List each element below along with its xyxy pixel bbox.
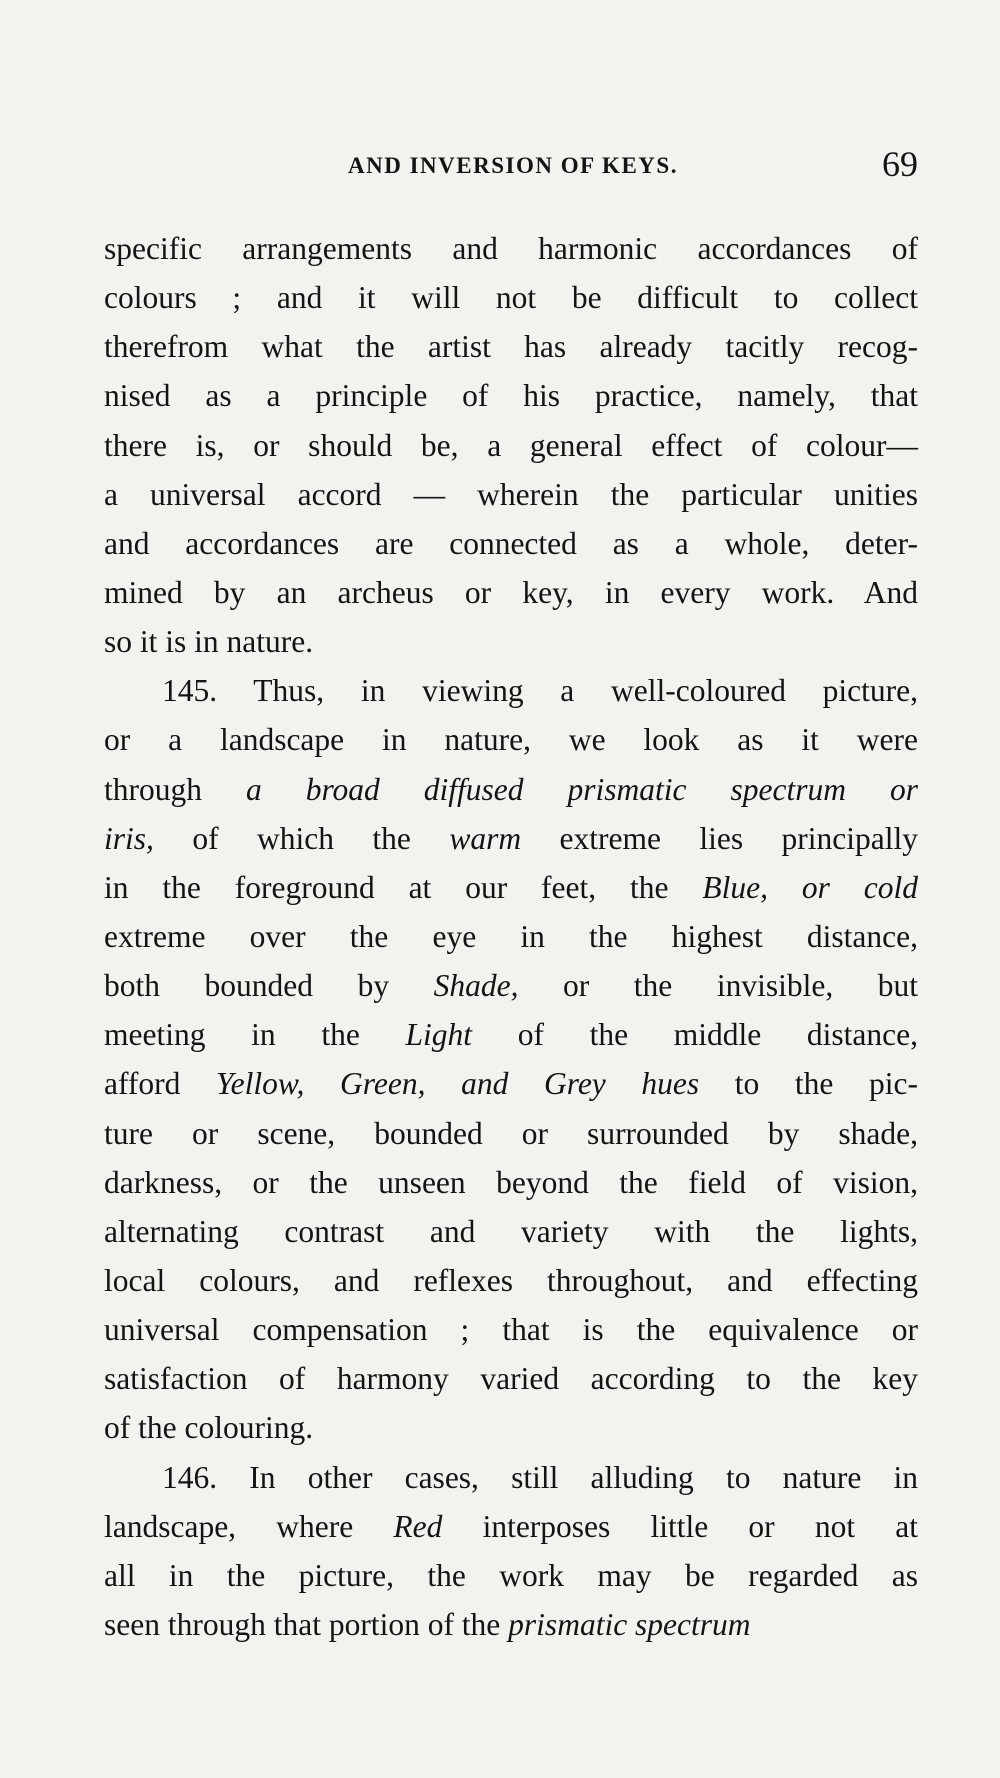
italic-text: Light bbox=[405, 1017, 473, 1053]
text-line bbox=[104, 1158, 918, 1207]
text-run: interposes little or not at bbox=[442, 1508, 918, 1544]
text-line bbox=[104, 617, 918, 666]
text-run: and accordances are connected as a whole, deter- bbox=[104, 525, 918, 561]
italic-text: prismatic spectrum bbox=[508, 1606, 751, 1642]
text-line bbox=[104, 421, 918, 470]
text-run: both bounded by bbox=[104, 968, 434, 1004]
text-line bbox=[104, 1354, 918, 1403]
text-run: satisfaction of harmony varied according to the key bbox=[104, 1361, 918, 1397]
text-run: meeting in the bbox=[104, 1017, 406, 1053]
text-run: through bbox=[104, 771, 246, 807]
text-run: 146. In other cases, still alluding to nature in bbox=[162, 1459, 918, 1495]
text-line bbox=[104, 1305, 918, 1354]
text-line bbox=[104, 568, 918, 617]
text-run: to the pic- bbox=[699, 1066, 918, 1102]
text-run: of the middle distance, bbox=[472, 1017, 919, 1053]
text-line bbox=[104, 765, 918, 814]
text-run: local colours, and reflexes throughout, and effecting bbox=[104, 1262, 918, 1298]
text-line bbox=[104, 1109, 918, 1158]
text-run: therefrom what the artist has already tacitly recog- bbox=[104, 329, 918, 365]
text-run: darkness, or the unseen beyond the field of vision, bbox=[104, 1164, 918, 1200]
italic-text: a broad diffused prismatic spectrum or bbox=[245, 771, 918, 807]
italic-text: warm bbox=[449, 820, 522, 856]
italic-text: iris, bbox=[104, 820, 154, 856]
text-run: a universal accord — wherein the particular unities bbox=[104, 476, 918, 512]
text-run: nised as a principle of his practice, namely, that bbox=[104, 378, 918, 414]
text-line bbox=[104, 519, 918, 568]
running-title: AND INVERSION OF KEYS. bbox=[348, 153, 678, 178]
running-head bbox=[108, 143, 918, 203]
text-line bbox=[104, 371, 918, 420]
text-line bbox=[104, 1403, 918, 1452]
italic-text: Yellow, Green, and Grey hues bbox=[216, 1066, 700, 1102]
text-run: alternating contrast and variety with the lights, bbox=[104, 1213, 918, 1249]
text-run: or the invisible, but bbox=[518, 968, 918, 1004]
text-line bbox=[104, 273, 918, 322]
text-run: 145. Thus, in viewing a well-coloured picture, bbox=[162, 673, 918, 709]
italic-text: Shade, bbox=[433, 968, 519, 1004]
text-line bbox=[104, 1207, 918, 1256]
text-line bbox=[104, 912, 918, 961]
text-run: all in the picture, the work may be regarded as bbox=[104, 1557, 918, 1593]
text-run: ture or scene, bounded or surrounded by shade, bbox=[104, 1115, 918, 1151]
text-line bbox=[104, 715, 918, 764]
text-line bbox=[104, 666, 918, 715]
text-line bbox=[104, 814, 918, 863]
text-run: universal compensation ; that is the equivalence or bbox=[104, 1312, 918, 1348]
italic-text: Blue, or cold bbox=[702, 869, 918, 905]
text-run: afford bbox=[104, 1066, 217, 1102]
text-line bbox=[104, 322, 918, 371]
text-line bbox=[104, 1600, 918, 1649]
text-run: of the colouring. bbox=[104, 1410, 314, 1446]
text-run: of which the bbox=[153, 820, 450, 856]
text-run: in the foreground at our feet, the bbox=[104, 869, 703, 905]
text-line bbox=[104, 1502, 918, 1551]
text-run: extreme over the eye in the highest distance, bbox=[104, 918, 918, 954]
text-run: seen through that portion of the bbox=[104, 1606, 509, 1642]
page-number: 69 bbox=[882, 144, 918, 184]
text-line bbox=[104, 1010, 918, 1059]
text-run: there is, or should be, a general effect of colour— bbox=[104, 427, 918, 463]
text-run: specific arrangements and harmonic accordances of bbox=[104, 231, 918, 266]
text-line bbox=[104, 1256, 918, 1305]
text-line bbox=[104, 961, 918, 1010]
text-run: colours ; and it will not be difficult to collect bbox=[104, 280, 918, 316]
text-run: so it is in nature. bbox=[104, 624, 314, 660]
text-line bbox=[104, 863, 918, 912]
text-line bbox=[104, 1453, 918, 1502]
text-line bbox=[104, 224, 918, 273]
body-text bbox=[104, 224, 918, 1649]
italic-text: Red bbox=[393, 1508, 443, 1544]
text-run: extreme lies principally bbox=[521, 820, 918, 856]
text-run: or a landscape in nature, we look as it were bbox=[104, 722, 918, 758]
text-line bbox=[104, 1551, 918, 1600]
text-run: landscape, where bbox=[104, 1508, 394, 1544]
text-line bbox=[104, 470, 918, 519]
text-line bbox=[104, 1059, 918, 1108]
text-run: mined by an archeus or key, in every work. And bbox=[104, 574, 918, 610]
